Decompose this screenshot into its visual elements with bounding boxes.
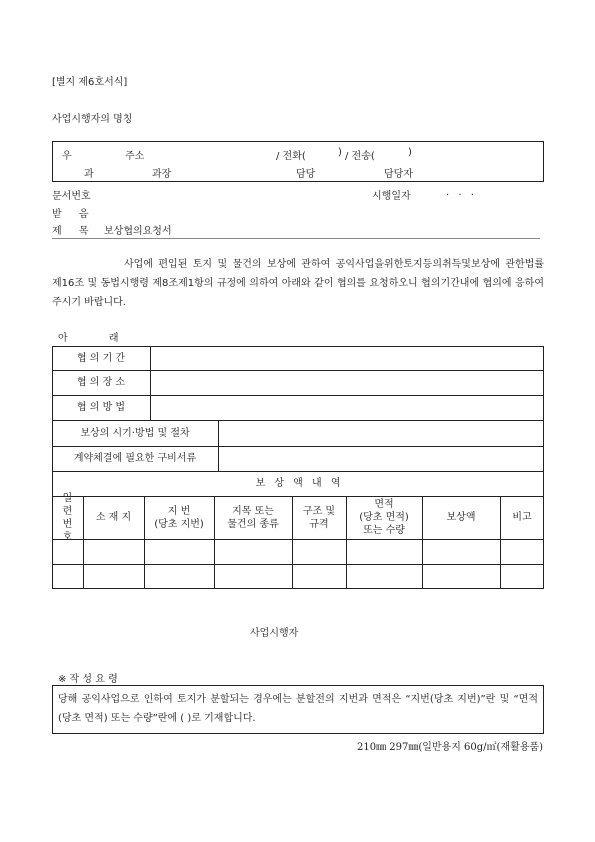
organization-name: 사업시행자의 명칭	[52, 114, 133, 125]
recipient-label: 받 음	[52, 209, 89, 220]
col-area-qty: 또는 수량	[363, 525, 405, 536]
below-label: 아 래	[58, 333, 119, 344]
in-charge-label: 담당	[296, 169, 316, 180]
form-number: [별지 제6호서식]	[52, 77, 128, 88]
date-label: 시행일자	[372, 191, 411, 202]
phone-label: / 전화(	[276, 151, 306, 162]
col-category: 지목 또는 물건의 종류	[227, 505, 279, 530]
timing-field[interactable]	[219, 421, 543, 446]
instructions-title: ※ 작 성 요 령	[58, 674, 118, 685]
col-structure: 구조 및 규격	[302, 505, 336, 530]
date-value: . . .	[446, 187, 477, 198]
timing-label: 보상의 시기·방법 및 절차	[80, 427, 190, 439]
col-serial: 일련 번호	[62, 492, 73, 543]
col-area-sub: (당초 면적)	[359, 512, 409, 523]
instructions-text: 당해 공익사업으로 인하여 토지가 분할되는 경우에는 분할전의 지번과 면적은 “지번(당초 지번)”란 및 “면적(당초 면적) 또는 수량”란에 ( )로 기재합니다.	[58, 694, 538, 724]
col-compensation: 보상액	[446, 512, 476, 523]
zip-label: 우	[62, 151, 72, 162]
request-body: 사업에 편입된 토지 및 물건의 보상에 관하여 공익사업을위한토지등의취득및보상에 관한법률 제16조 및 동법시행령 제8조제1항의 규정에 의하여 아래와 같이 협의를 요청하오니 협의기간내에 협의에 응하여 주시기 바랍니다.	[52, 259, 544, 308]
table-row[interactable]	[53, 565, 543, 588]
fax-label: / 전송(	[345, 151, 375, 162]
place-label: 협 의 장 소	[76, 377, 126, 388]
period-label: 협 의 기 간	[76, 352, 126, 364]
paper-spec: 210㎜ 297㎜(일반용지 60g/㎡(재활용품)	[356, 742, 543, 753]
place-field[interactable]	[151, 371, 543, 395]
col-lot	[144, 496, 214, 539]
method-field[interactable]	[151, 396, 543, 420]
address-label: 주소	[125, 151, 145, 162]
col-remarks: 비고	[512, 512, 532, 523]
col-area-main: 면적	[374, 499, 394, 510]
documents-label: 계약체결에 필요한 구비서류	[73, 453, 197, 464]
fax-close: )	[408, 147, 412, 158]
period-field[interactable]	[151, 347, 543, 370]
officer-label: 담당자	[384, 169, 413, 180]
table-row[interactable]	[53, 540, 543, 564]
signer-label: 사업시행자	[250, 628, 299, 639]
col-lot-sub: (당초 지번)	[154, 518, 204, 530]
chief-label: 과장	[152, 169, 172, 180]
division-label: 과	[84, 169, 94, 180]
subject-label: 제 목	[52, 226, 89, 237]
documents-field[interactable]	[219, 447, 543, 471]
col-location: 소 재 지	[95, 512, 132, 523]
subject-text: 보상협의요청서	[104, 226, 172, 237]
phone-close: )	[338, 147, 342, 158]
col-area	[346, 496, 422, 539]
details-title: 보 상 액 내 역	[255, 478, 341, 489]
col-lot-main: 지 번	[167, 505, 191, 517]
method-label: 협 의 방 법	[76, 402, 126, 413]
doc-number-label: 문서번호	[52, 191, 91, 202]
subject-divider	[52, 238, 540, 239]
